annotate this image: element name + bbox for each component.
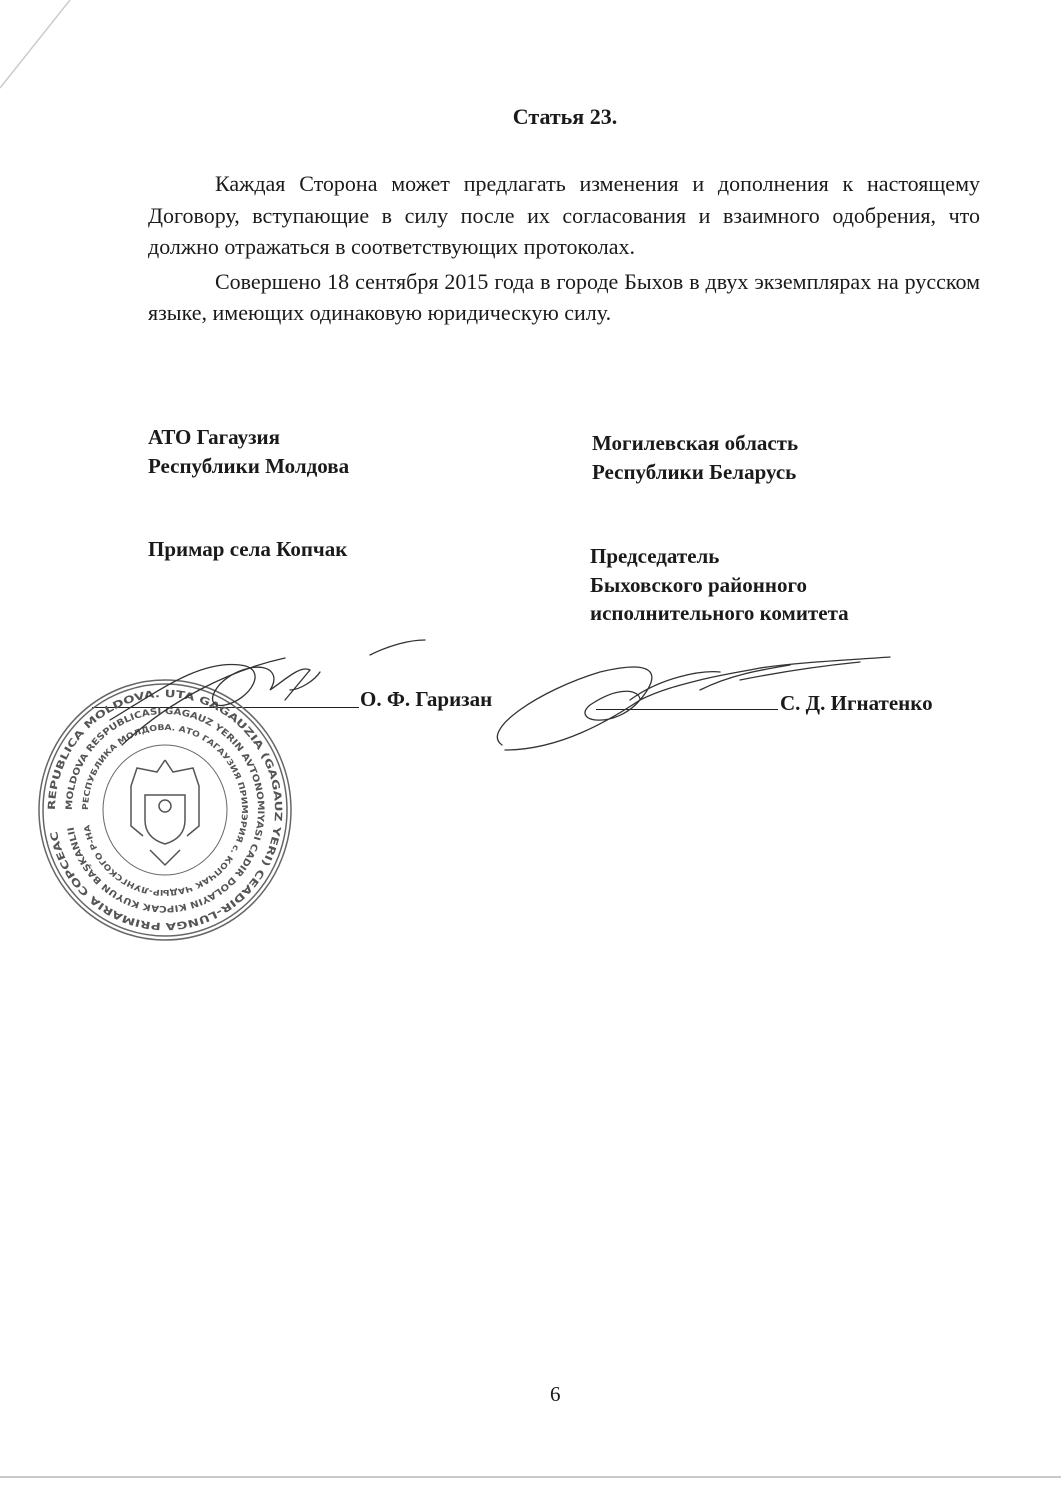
seal-inner-text: РЕСПУБЛИКА МОЛДОВА. АТО ГАГАУЗИЯ ПРИМЭРИЯ с. КОПЧАК ЧАДЫР-ЛУНГСКОГО Р-НА [80,722,250,898]
left-position: Примар села Копчак [148,537,348,561]
right-org-line1: Могилевская область [592,431,799,455]
right-position-line3: исполнительного комитета [590,601,849,625]
seal-middle-text: MOLDOVA RESPUBLICASI GAGAUZ YERIN AVTONOMIYASI CADIR DOLAYIN KIPCAK KUYUN BAŞKANLII [64,706,266,914]
paragraph-1-text: Каждая Сторона может предлагать изменения и дополнения к настоящему Договору, вступающие в силу после их согласования и взаимного одобрения, что должно отражаться в соответствующих протоколах. [148,171,980,259]
left-org-line2: Республики Молдова [148,453,350,478]
paragraph-2-text: Совершено 18 сентября 2015 года в городе Быхов в двух экземплярах на русском языке, имеющих одинаковую юридическую силу. [148,268,980,325]
page-number: 6 [550,1382,561,1406]
scan-edge [0,1476,1061,1478]
left-org-line1: АТО Гагаузия [148,425,281,449]
right-org-line2: Республики Беларусь [592,459,797,484]
left-signatory: О. Ф. Гаризан [360,687,493,711]
right-signatory: С. Д. Игнатенко [780,691,933,715]
article-title: Статья 23. [512,104,618,129]
right-position-line1: Председатель [590,544,720,568]
seal-outer-text: REPUBLICA MOLDOVA. UTA GAGAUZIA (GAGAUZ YERI) CEADIR-LUNGA PRIMARIA COPCEAC [46,688,284,932]
right-position-line2: Быховского районного [590,572,807,597]
